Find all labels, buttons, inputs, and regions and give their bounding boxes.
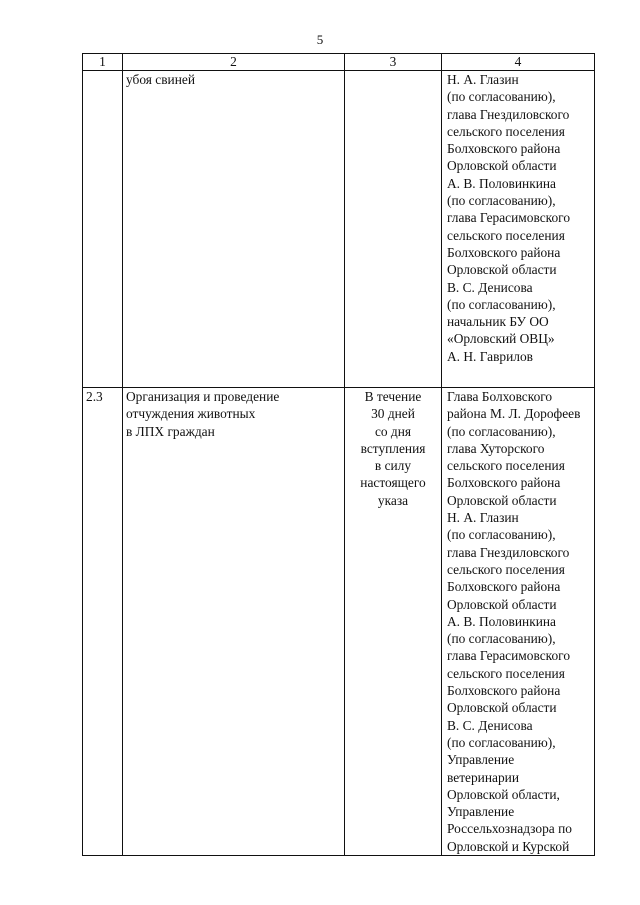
cell-line: Орловской области — [447, 596, 557, 612]
cell-line: А. В. Половинкина — [447, 175, 556, 191]
cell-line: настоящего — [360, 475, 426, 491]
cell-line: глава Хуторского — [447, 440, 545, 456]
cell-line: глава Гнездиловского — [447, 106, 570, 122]
cell-line: Орловской области — [447, 700, 557, 716]
responsible-cell — [442, 71, 595, 388]
table-row — [83, 388, 595, 856]
cell-line: Болховского района — [447, 141, 561, 157]
cell-line: (по согласованию), — [447, 423, 556, 439]
cell-line: (по согласованию), — [447, 193, 556, 209]
cell-line: сельского поселения — [447, 227, 565, 243]
header-col-1: 1 — [83, 54, 123, 71]
cell-line: сельского поселения — [447, 665, 565, 681]
cell-line: района М. Л. Дорофеев — [447, 406, 581, 422]
cell-line: А. В. Половинкина — [447, 613, 556, 629]
action-cell — [123, 388, 345, 856]
cell-line: начальник БУ ОО — [447, 314, 549, 330]
cell-line: Болховского района — [447, 683, 561, 699]
deadline-cell — [345, 71, 442, 388]
cell-line: глава Герасимовского — [447, 648, 571, 664]
cell-line: Болховского района — [447, 579, 561, 595]
cell-line: В. С. Денисова — [447, 279, 533, 295]
cell-line: со дня — [374, 423, 412, 439]
header-col-3: 3 — [345, 54, 442, 71]
cell-line: сельского поселения — [447, 458, 565, 474]
responsible-cell — [442, 388, 595, 856]
table-header-row — [83, 54, 595, 71]
cell-line: Организация и проведение — [126, 389, 280, 404]
cell-line: в силу — [374, 458, 412, 474]
cell-line: указа — [377, 492, 409, 508]
cell-line: Орловской области — [447, 492, 557, 508]
cell-line: Болховского района — [447, 244, 561, 260]
page-number: 5 — [316, 32, 324, 47]
cell-line: Россельхознадзора по — [447, 821, 572, 837]
cell-line: (по согласованию), — [447, 89, 556, 105]
cell-line: убоя свиней — [126, 72, 195, 87]
row-number: 2.3 — [83, 388, 123, 856]
row-number — [83, 71, 123, 388]
table-row — [83, 71, 595, 388]
cell-line: Орловской области, — [447, 786, 560, 802]
cell-line: сельского поселения — [447, 561, 565, 577]
cell-line: «Орловский ОВЦ» — [447, 331, 555, 347]
cell-line: в ЛПХ граждан — [126, 423, 215, 439]
cell-line: (по согласованию), — [447, 527, 556, 543]
cell-line: 30 дней — [371, 406, 415, 422]
deadline-cell — [345, 388, 442, 856]
cell-line: В течение — [364, 389, 422, 404]
cell-line: (по согласованию), — [447, 734, 556, 750]
cell-line: (по согласованию), — [447, 296, 556, 312]
cell-line: Болховского района — [447, 475, 561, 491]
cell-line: Орловской области — [447, 158, 557, 174]
cell-line: Орловской и Курской — [447, 838, 570, 854]
cell-line: (по согласованию), — [447, 631, 556, 647]
cell-line: В. С. Денисова — [447, 717, 533, 733]
cell-line: отчуждения животных — [126, 406, 256, 422]
cell-line: ветеринарии — [447, 769, 519, 785]
cell-line: вступления — [360, 440, 426, 456]
cell-line: Орловской области — [447, 262, 557, 278]
header-col-4: 4 — [442, 54, 595, 71]
cell-line: сельского поселения — [447, 123, 565, 139]
cell-line: Глава Болховского — [447, 389, 553, 404]
cell-line: Н. А. Глазин — [447, 510, 519, 526]
cell-line: Н. А. Глазин — [447, 72, 519, 87]
plan-table — [82, 53, 595, 856]
cell-line: Управление — [447, 804, 515, 820]
cell-line: глава Гнездиловского — [447, 544, 570, 560]
header-col-2: 2 — [123, 54, 345, 71]
action-cell — [123, 71, 345, 388]
cell-line: глава Герасимовского — [447, 210, 571, 226]
cell-line: А. Н. Гаврилов — [447, 348, 533, 364]
cell-line: Управление — [447, 752, 515, 768]
